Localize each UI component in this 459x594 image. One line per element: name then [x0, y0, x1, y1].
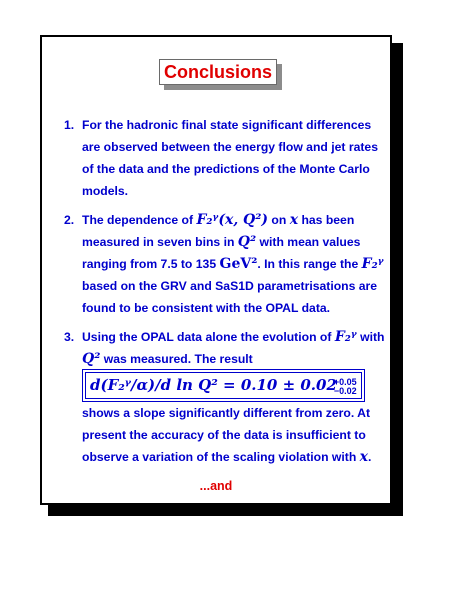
conclusions-list — [64, 114, 386, 468]
item-text: Using the OPAL data alone the evolution of — [82, 330, 332, 344]
item-text: with — [360, 330, 385, 344]
page-title: Conclusions — [159, 59, 277, 85]
item-text: . — [368, 450, 372, 464]
item-text: has been measured in seven bins in — [82, 213, 355, 249]
list-item — [64, 114, 386, 202]
item-text: was measured. The result — [103, 352, 253, 366]
math-unit: GeV² — [219, 256, 258, 272]
item-text: on — [271, 213, 287, 227]
result-error-down: −0.02 — [333, 385, 357, 396]
item-text: . In this range the — [257, 257, 359, 271]
math-expression: Q² — [82, 351, 101, 367]
math-expression: x — [289, 212, 299, 228]
math-expression: F₂ᵞ — [361, 256, 384, 272]
item-number: 1. — [64, 118, 75, 132]
item-text: For the hadronic final state significant differences are observed between the energy flow and jet rates of the data and the predictions of the Monte Carlo models. — [82, 118, 378, 198]
result-formula: d(F₂ᵞ/α)/d ln Q² = 0.10 ± 0.02 — [90, 376, 337, 394]
math-expression: Q² — [237, 234, 257, 250]
list-item — [64, 326, 386, 468]
slide-frame — [40, 35, 392, 505]
item-text: with mean values ranging from 7.5 to 135 — [82, 235, 361, 271]
item-number: 3. — [64, 330, 75, 344]
item-text: based on the GRV and SaS1D parametrisations are found to be consistent with the OPAL data. — [82, 279, 378, 315]
result-errors — [334, 378, 357, 396]
item-text: shows a slope significantly different from zero. At present the accuracy of the data is insufficient to observe a variation of the scaling violation with — [82, 406, 371, 464]
math-expression: F₂ᵞ(x, Q²) — [196, 212, 269, 228]
result-error-up: +0.05 — [333, 376, 357, 387]
item-text: The dependence of — [82, 213, 194, 227]
result-formula-box — [85, 372, 362, 399]
list-item — [64, 209, 386, 319]
item-number: 2. — [64, 213, 75, 227]
math-expression: F₂ᵞ — [334, 329, 357, 345]
math-expression: x — [359, 449, 369, 465]
footer-text: ...and — [199, 479, 233, 493]
title-box — [159, 59, 279, 87]
